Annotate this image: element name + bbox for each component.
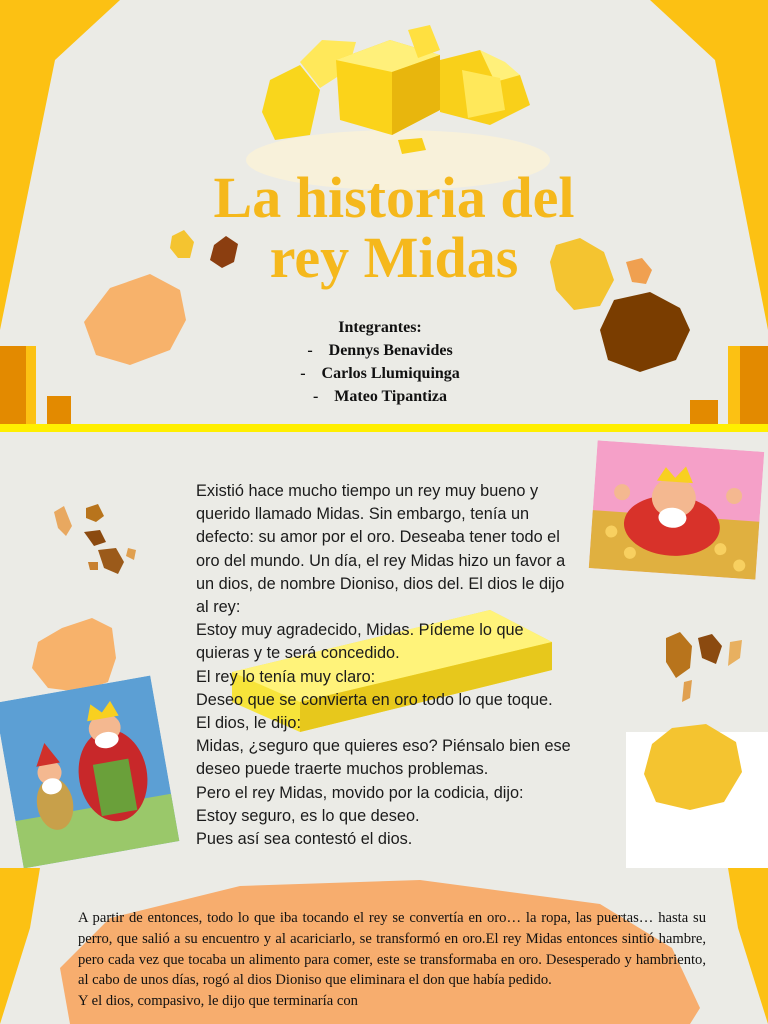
nugget [126,548,136,560]
story-paragraph: Estoy muy agradecido, Midas. Pídeme lo que quieras y te será concedido. [196,621,524,663]
story-paragraph: Midas, ¿seguro que quieres eso? Piénsalo bien ese deseo puede traerte muchos problemas. [196,737,571,779]
nugget [666,632,692,678]
nugget [600,292,690,372]
nugget [86,504,104,522]
nugget [98,548,124,574]
nugget [698,634,722,664]
left-frame-shape [0,868,40,1024]
left-bar-light [26,346,36,426]
members-block [230,316,530,408]
nugget [682,680,692,702]
king-and-dwarf-image [0,676,179,868]
king-midas-coins-image [589,440,765,579]
member-name: - Mateo Tipantiza [312,388,448,405]
title-line-2: rey Midas [269,225,519,290]
right-frame-shape [650,0,768,330]
nugget [84,530,106,546]
nugget [54,506,72,536]
nugget [32,618,116,692]
title-slide [0,0,768,432]
continuation-slide [0,868,768,1024]
left-frame-shape [0,0,120,330]
story-paragraph: El rey lo tenía muy claro: [196,667,376,686]
page-title [130,165,658,290]
yellow-divider [0,424,768,432]
continuation-paragraph: Y el dios, compasivo, le dijo que terminaría con [78,993,358,1010]
story-paragraph: Pues así sea contestó el dios. [196,830,413,849]
story-paragraph: Deseo que se convierta en oro todo lo que toque. [196,690,553,709]
story-paragraph: El dios, le dijo: [196,714,301,733]
member-name: - Dennys Benavides [307,342,453,359]
right-bar-light [728,346,740,432]
story-text [196,480,576,851]
story-paragraph: Estoy seguro, es lo que deseo. [196,806,420,825]
continuation-paragraph: A partir de entonces, todo lo que iba tocando el rey se convertía en oro… la ropa, las puertas… hasta su perro, que salió a su encuentro y al acariciarlo, se transformó en oro.El rey Midas entonces sintió hambre, pero cada vez que tocaba un alimento para comer, este se transformaba en oro. Desesperado y hambriento, al cabo de unos días, rogó al dios Dioniso que eliminara el don que había pedido. [78,910,706,989]
right-frame-shape [728,868,768,1024]
member-name: - Carlos Llumiquinga [300,365,460,382]
nugget [728,640,742,666]
title-line-1: La historia del [213,165,575,230]
left-block [47,396,71,426]
members-heading: Integrantes: [338,319,422,336]
story-paragraph: Pero el rey Midas, movido por la codicia, dijo: [196,783,524,802]
right-bar-dark [740,346,768,432]
story-slide [0,432,768,868]
nugget [88,562,98,570]
left-bar-dark [0,346,26,426]
continuation-text [78,908,706,1012]
story-paragraph: Existió hace mucho tiempo un rey muy bueno y querido llamado Midas. Sin embargo, tenía un defecto: su amor por el oro. Deseaba tener todo el oro del mundo. Un día, el rey Midas hizo un favor a un dios, de nombre Dioniso, dios del. El dios le dijo al rey: [196,482,566,617]
